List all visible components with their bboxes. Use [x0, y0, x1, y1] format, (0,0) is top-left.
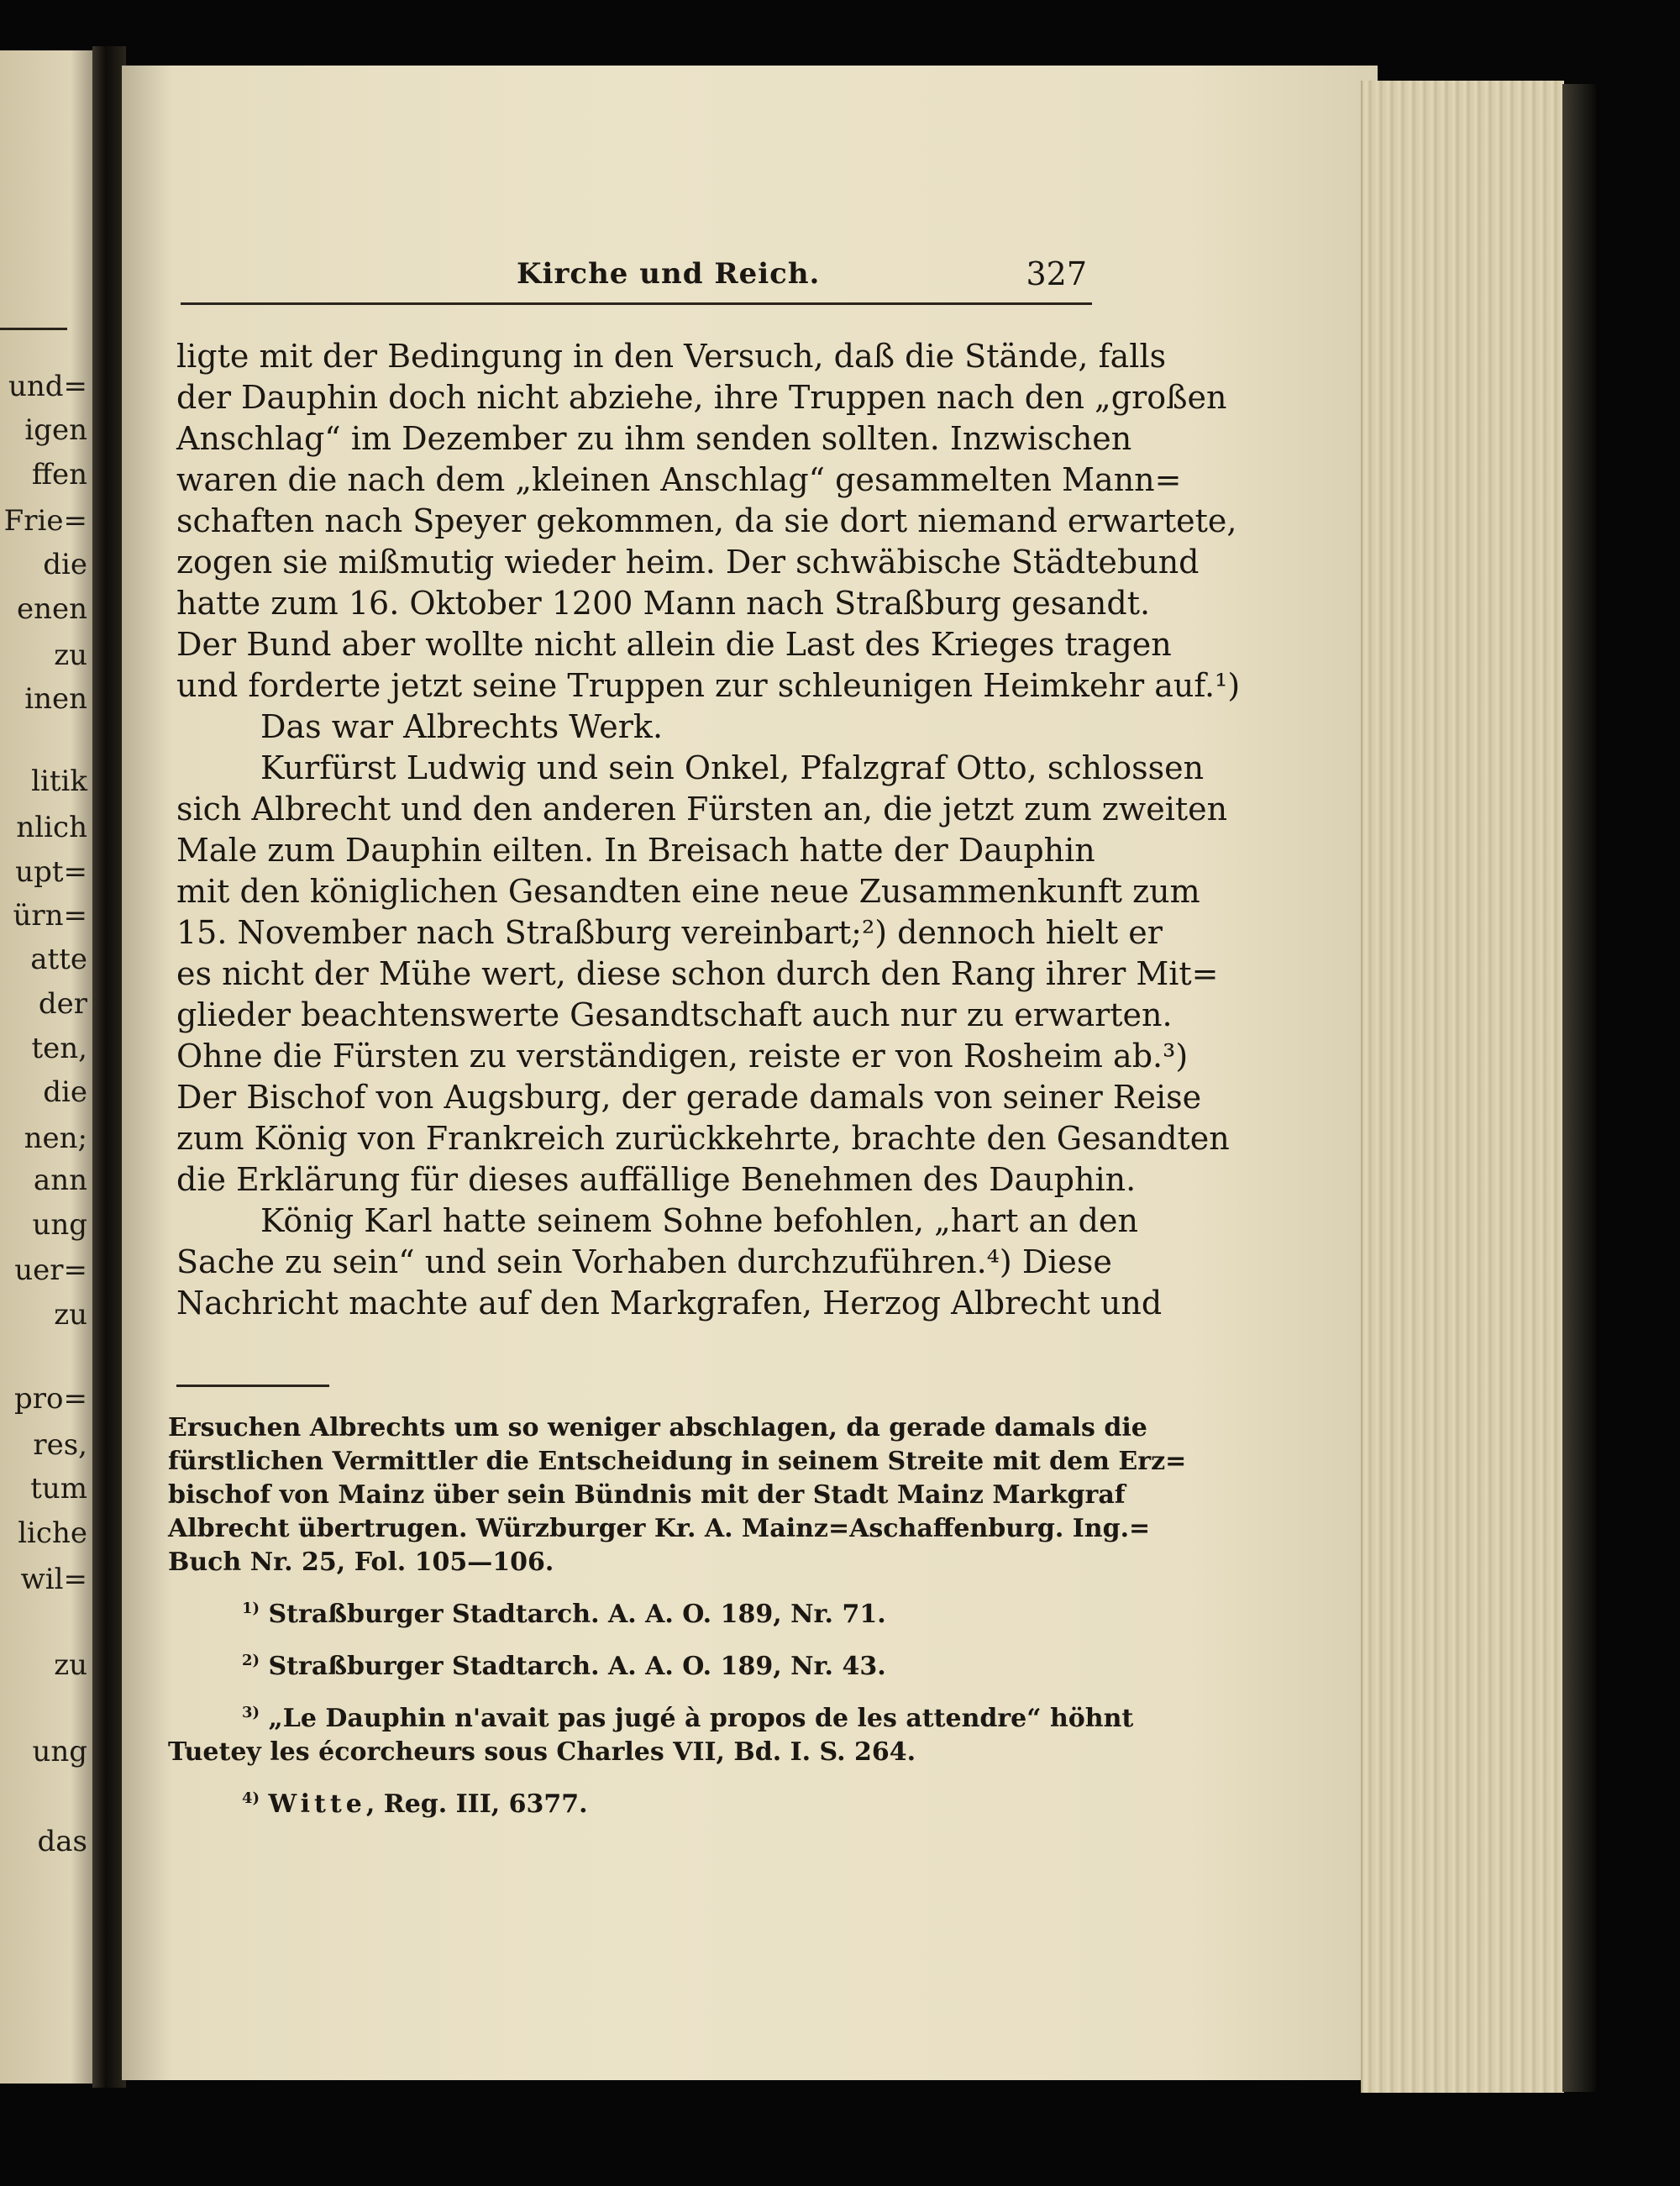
footnote-mark: 3) [242, 1704, 260, 1721]
footnote-1 [168, 1598, 1088, 1632]
previous-page-fragment: und= [8, 370, 87, 403]
previous-page-fragment: ürn= [13, 899, 87, 933]
text-line: es nicht der Mühe wert, diese schon durch den Rang ihrer Mit= [176, 955, 1219, 992]
previous-page-fragment: nlich [16, 811, 87, 844]
previous-page-fragment: ten, [31, 1032, 87, 1065]
page-header [181, 252, 1092, 305]
text-line: und forderte jetzt seine Truppen zur schleunigen Heimkehr auf.¹) [176, 667, 1241, 704]
page-number: 327 [1026, 255, 1087, 292]
footnote-mark: 1) [242, 1600, 260, 1617]
text-line: Male zum Dauphin eilten. In Breisach hatte der Dauphin [176, 832, 1095, 869]
previous-page-fragment: litik [31, 765, 87, 798]
book-cover-edge [1562, 84, 1596, 2092]
text-line: Nachricht machte auf den Markgrafen, Herzog Albrecht und [176, 1285, 1163, 1322]
footnote-continuation-line: fürstlichen Vermittler die Entscheidung in seinem Streite mit dem Erz= [168, 1447, 1187, 1476]
text-line: der Dauphin doch nicht abziehe, ihre Truppen nach den „großen [176, 379, 1227, 416]
footnote-text: Straßburger Stadtarch. A. A. O. 189, Nr. 71. [268, 1600, 886, 1629]
footnote-rule [176, 1385, 329, 1387]
book-gutter [92, 46, 126, 2088]
footnote-continuation-line: Ersuchen Albrechts um so weniger abschlagen, da gerade damals die [168, 1413, 1147, 1442]
previous-page-fragment: ffen [31, 458, 87, 491]
text-line: Der Bund aber wollte nicht allein die Last des Krieges tragen [176, 626, 1172, 663]
text-line: die Erklärung für dieses auffällige Benehmen des Dauphin. [176, 1161, 1137, 1198]
footnote-text: , Reg. III, 6377. [365, 1789, 588, 1819]
previous-page-fragment: ung [32, 1735, 87, 1768]
previous-page-fragment: zu [54, 1298, 87, 1332]
text-line: Sache zu sein“ und sein Vorhaben durchzuführen.⁴) Diese [176, 1243, 1112, 1280]
previous-page-fragment: nen; [24, 1122, 87, 1155]
footnote-text: „Le Dauphin n'avait pas jugé à propos de les attendre“ höhnt [268, 1704, 1134, 1733]
text-line: König Karl hatte seinem Sohne befohlen, „hart an den [260, 1202, 1138, 1239]
text-line: waren die nach dem „kleinen Anschlag“ gesammelten Mann= [176, 461, 1182, 498]
text-line: Anschlag“ im Dezember zu ihm senden sollten. Inzwischen [176, 420, 1132, 457]
text-line: Ohne die Fürsten zu verständigen, reiste er von Rosheim ab.³) [176, 1038, 1189, 1075]
text-line: glieder beachtenswerte Gesandtschaft auch nur zu erwarten. [176, 996, 1173, 1033]
previous-page-fragment: igen [24, 413, 87, 447]
main-text [176, 336, 1241, 1324]
previous-page-fragment: ung [32, 1208, 87, 1242]
text-line: hatte zum 16. Oktober 1200 Mann nach Straßburg gesandt. [176, 585, 1151, 622]
previous-page-fragment: die [43, 1075, 87, 1109]
footnote-mark: 2) [242, 1652, 260, 1669]
previous-page-fragment: wil= [20, 1563, 87, 1596]
footnote-author: Witte [268, 1789, 366, 1819]
text-line: Das war Albrechts Werk. [260, 708, 664, 745]
previous-page-fragment: tum [30, 1472, 87, 1506]
previous-page-rule [0, 328, 67, 330]
text-line: Der Bischof von Augsburg, der gerade damals von seiner Reise [176, 1079, 1202, 1116]
previous-page-edge [0, 50, 101, 2084]
previous-page-fragment: inen [24, 682, 87, 716]
text-line: ligte mit der Bedingung in den Versuch, daß die Stände, falls [176, 338, 1167, 375]
previous-page-fragment: zu [54, 1648, 87, 1682]
previous-page-fragment: ann [33, 1164, 87, 1197]
text-line: 15. November nach Straßburg vereinbart;²) dennoch hielt er [176, 914, 1163, 951]
previous-page-fragment: der [38, 987, 87, 1021]
text-line: Kurfürst Ludwig und sein Onkel, Pfalzgraf Otto, schlossen [260, 749, 1205, 786]
footnote-mark: 4) [242, 1789, 260, 1807]
footnote-3 [168, 1702, 1134, 1769]
previous-page-fragment: res, [33, 1428, 87, 1462]
text-line: zogen sie mißmutig wieder heim. Der schwäbische Städtebund [176, 544, 1200, 581]
text-line: mit den königlichen Gesandten eine neue Zusammenkunft zum [176, 873, 1200, 910]
text-line: schaften nach Speyer gekommen, da sie dort niemand erwartete, [176, 502, 1237, 539]
previous-page-fragment: liche [18, 1516, 87, 1550]
footnote-2 [168, 1650, 1088, 1684]
previous-page-fragment: pro= [14, 1382, 87, 1416]
footnote-text: Straßburger Stadtarch. A. A. O. 189, Nr. 43. [268, 1652, 886, 1681]
previous-page-fragment: atte [30, 943, 87, 976]
footnote-continuation-line: bischof von Mainz über sein Bündnis mit der Stadt Mainz Markgraf [168, 1480, 1126, 1510]
previous-page-fragment: enen [16, 592, 87, 626]
previous-page-fragment: das [37, 1825, 87, 1858]
footnote-continuation-line: Albrecht übertrugen. Würzburger Kr. A. Mainz=Aschaffenburg. Ing.= [168, 1514, 1151, 1543]
previous-page-fragment: uer= [14, 1253, 87, 1287]
footnotes [168, 1411, 1187, 1821]
text-line: sich Albrecht und den anderen Fürsten an, die jetzt zum zweiten [176, 791, 1228, 828]
footnote-4 [168, 1788, 1088, 1821]
previous-page-fragment: die [43, 548, 87, 581]
previous-page-fragment: upt= [15, 855, 87, 889]
footnote-text-continued: Tuetey les écorcheurs sous Charles VII, Bd. I. S. 264. [168, 1737, 916, 1767]
footnote-continuation-line: Buch Nr. 25, Fol. 105—106. [168, 1548, 554, 1577]
page-block-edges [1361, 81, 1564, 2093]
text-line: zum König von Frankreich zurückkehrte, brachte den Gesandten [176, 1120, 1230, 1157]
previous-page-fragment: Frie= [3, 504, 87, 538]
previous-page-fragment: zu [54, 638, 87, 672]
running-head: Kirche und Reich. [517, 257, 821, 291]
